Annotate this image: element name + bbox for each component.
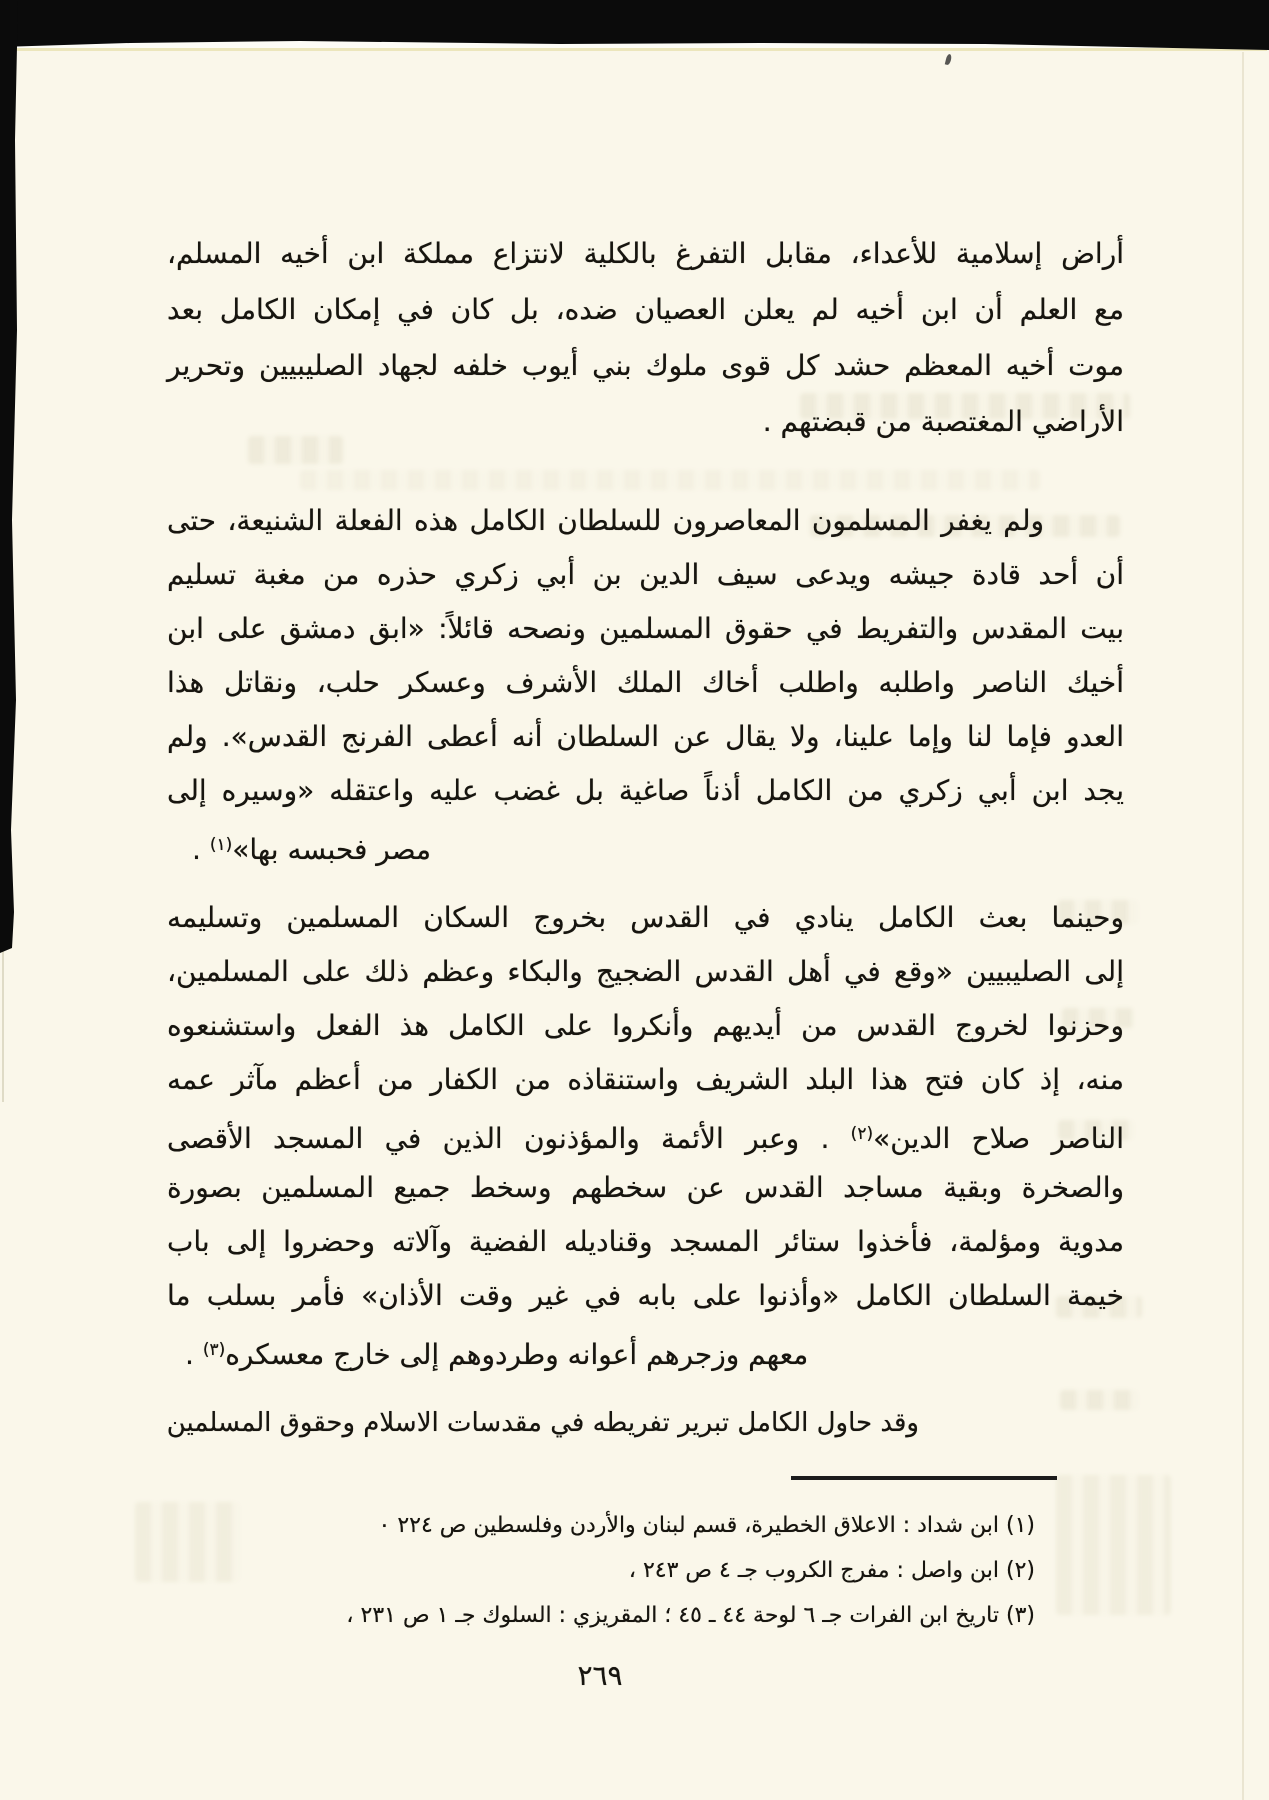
body-line: أراض إسلامية للأعداء، مقابل التفرغ بالكلية لانتزاع مملكة ابن أخيه المسلم، — [167, 237, 1124, 270]
body-line: وحينما بعث الكامل ينادي في القدس بخروج السكان المسلمين وتسليمه — [167, 901, 1124, 934]
body-line: العدو فإما لنا وإما علينا، ولا يقال عن السلطان أنه أعطى الفرنج القدس». ولم — [167, 720, 1124, 753]
page-edge-line-right — [1242, 52, 1244, 1800]
paragraph — [167, 226, 1124, 450]
body-line: أن أحد قادة جيشه ويدعى سيف الدين بن أبي زكري حذره من مغبة تسليم — [167, 558, 1124, 591]
footnote-separator-rule — [791, 1476, 1057, 1480]
bleedthrough-ghost — [135, 1502, 240, 1582]
body-line: يجد ابن أبي زكري من الكامل أذناً صاغية بل غضب عليه واعتقله «وسيره إلى — [167, 774, 1124, 807]
body-line: أخيك الناصر واطلبه واطلب أخاك الملك الأشرف وعسكر حلب، ونقاتل هذا — [167, 666, 1124, 699]
scan-black-bar-left — [0, 0, 20, 956]
body-line: الناصر صلاح الدين»$^{(٢)}$ . وعبر الأئمة والمؤذنون الذين في المسجد الأقصى — [167, 1122, 1124, 1155]
footnote-ref: (٢) — [850, 1124, 874, 1144]
body-line: مدوية ومؤلمة، فأخذوا ستائر المسجد وقناديله الفضية وآلاته وحضروا إلى باب — [167, 1225, 1124, 1258]
bleedthrough-ghost — [300, 470, 1040, 490]
body-line: خيمة السلطان الكامل «وأذنوا على بابه في غير وقت الأذان» فأمر بسلب ما — [167, 1279, 1124, 1312]
footnote-line: (٣) تاريخ ابن الفرات جـ ٦ لوحة ٤٤ ـ ٤٥ ؛ المقريزي : السلوك جـ ١ ص ٢٣١ ، — [346, 1603, 1035, 1628]
page-edge-line-top — [6, 48, 1267, 51]
page-number: ٢٦٩ — [577, 1659, 623, 1692]
footnote-line: (١) ابن شداد : الاعلاق الخطيرة، قسم لبنان والأردن وفلسطين ص ٢٢٤ ٠ — [378, 1513, 1035, 1538]
body-line: والصخرة وبقية مساجد القدس عن سخطهم وسخط جميع المسلمين بصورة — [167, 1171, 1124, 1204]
body-line: ولم يغفر المسلمون المعاصرون للسلطان الكامل هذه الفعلة الشنيعة، حتى — [167, 504, 1044, 537]
paragraph — [167, 1396, 1124, 1450]
body-line: مصر فحبسه بها»$^{(١)}$ . — [192, 833, 432, 866]
body-line: موت أخيه المعظم حشد كل قوى ملوك بني أيوب خلفه لجهاد الصليبيين وتحرير — [167, 349, 1124, 382]
body-line: معهم وزجرهم أعوانه وطردوهم إلى خارج معسكره$^{(٣)}$ . — [185, 1338, 809, 1371]
bleedthrough-ghost — [1056, 1475, 1171, 1615]
footnote-ref: (١) — [209, 835, 233, 855]
body-line: وقد حاول الكامل تبرير تفريطه في مقدسات الاسلام وحقوق المسلمين — [166, 1408, 919, 1438]
footnotes — [280, 1503, 1035, 1638]
scan-ink-speck — [945, 54, 953, 66]
body-line: بيت المقدس والتفريط في حقوق المسلمين ونصحه قائلاً: «ابق دمشق على ابن — [167, 612, 1124, 645]
body-line: وحزنوا لخروج القدس من أيديهم وأنكروا على الكامل هذ الفعل واستشنعوه — [167, 1009, 1124, 1042]
body-line: الأراضي المغتصبة من قبضتهم . — [762, 405, 1124, 438]
body-line: مع العلم أن ابن أخيه لم يعلن العصيان ضده، بل كان في إمكان الكامل بعد — [167, 293, 1124, 326]
paragraph — [167, 891, 1124, 1377]
body-line: منه، إذ كان فتح هذا البلد الشريف واستنقاذه من الكفار من أعظم مآثر عمه — [167, 1063, 1124, 1096]
footnote-ref: (٣) — [202, 1340, 226, 1360]
footnote-line: (٢) ابن واصل : مفرج الكروب جـ ٤ ص ٢٤٣ ، — [628, 1558, 1035, 1583]
paragraph — [167, 494, 1124, 872]
body-line: إلى الصليبيين «وقع في أهل القدس الضجيج والبكاء وعظم ذلك على المسلمين، — [167, 955, 1124, 988]
